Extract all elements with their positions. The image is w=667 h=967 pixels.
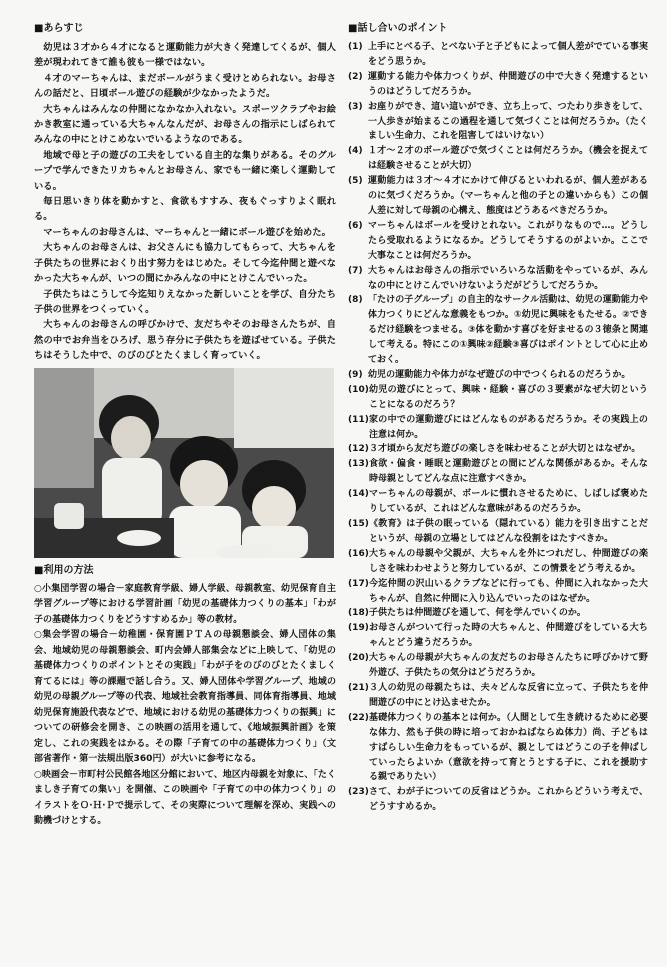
usage-heading: ■利用の方法	[34, 564, 94, 576]
point-text: マーちゃんの母親が、ボールに慣れさせるために、しばしば褒めたりしているが、これはどんな意味があるのだろうか。	[368, 489, 648, 515]
point-number: (12)	[348, 444, 369, 455]
point-text: お座りができ、這い這いができ、立ち上って、つたわり歩きをして、一人歩きが始まるこの過程を通して気づくことは何だろうか。（たくましい生命力、これを阻害してはいけない）	[368, 101, 648, 142]
point-number: (23)	[348, 787, 369, 798]
synopsis-paragraph: 地域で母と子の遊びの工夫をしている自主的な集りがある。そのグループで学んできたリカちゃんとお母さん、家でも一緒に楽しく運動している。	[34, 149, 336, 192]
discussion-point	[348, 442, 648, 457]
point-text: さて、わが子についての反省はどうか。これからどういう考えで、どうすすめるか。	[368, 787, 648, 813]
discussion-point	[348, 577, 648, 607]
synopsis-paragraph: ４才のマーちゃんは、まだボールがうまく受けとめられない。お母さんの話だと、日頃ボール遊びの経験が少なかったようだ。	[34, 72, 336, 100]
discussion-point	[348, 785, 648, 815]
discussion-point	[348, 100, 648, 145]
synopsis-heading: ■あらすじ	[34, 23, 84, 34]
synopsis-paragraph: 大ちゃんのお母さんは、お父さんにも協力してもらって、大ちゃんを子供たちの世界におくり出す努力をはじめた。そして今迄仲間と遊べなかった大ちゃんが、いつの間にかみんなの中にとけこんでいった。	[34, 242, 336, 285]
usage-paragraph: ○集会学習の場合－幼稚園・保育園ＰＴＡの母親懇談会、婦人団体の集会、地域幼児の母親懇談会、町内会婦人部集会などに上映して、「幼児の基礎体力つくりのポイントとその実践」「わが子をのびのびとたくましく育てるには」等の課題で話し合う。又、婦人団体や学習グループ、地域の幼児の母親グループ等の代表、地域社会教育指導員、同体育指導員、地域幼児保育施設代表などで、地域における幼児の基礎体力つくりの振興」についての研修会を開き、この映画の活用を通して、《地域振興計画》を策定し、これの実践をはかる。その際「子育ての中の基礎体力つくり」（文部省著作・第一法規出版360円）が大いに参考になる。	[34, 630, 336, 765]
point-number: (11)	[348, 414, 369, 425]
right-column	[348, 22, 648, 815]
point-number: (6)	[348, 220, 363, 231]
point-text: 《教育》は子供の眠っている（隠れている）能力を引き出すことだというが、母親の立場としてはどんな役割をはたすべきか。	[368, 519, 648, 544]
discussion-point	[348, 621, 648, 651]
discussion-heading: ■話し合いのポイント	[348, 23, 448, 34]
point-number: (1)	[348, 42, 363, 52]
point-number: (21)	[348, 682, 369, 693]
discussion-point	[348, 711, 648, 786]
discussion-points-list	[348, 40, 648, 815]
point-text: 大ちゃんの母親が大ちゃんの友だちのお母さんたちに呼びかけて野外遊び、子供たちの気分はどうだろうか。	[368, 653, 648, 679]
point-number: (15)	[348, 519, 369, 529]
point-text: ３人の幼児の母親たちは、夫々どんな反省に立って、子供たちを仲間遊びの中にとけ込ませたか。	[368, 682, 648, 708]
discussion-point	[348, 457, 648, 487]
point-number: (3)	[348, 101, 363, 112]
synopsis-paragraph: 毎日思いきり体を動かすと、食欲もすすみ、夜もぐっすりよく眠れる。	[34, 196, 336, 223]
synopsis-paragraph: 大ちゃんのお母さんの呼びかけで、友だちやそのお母さんたちが、自然の中でお弁当をひろげ、思う存分に子供たちを遊ばせている。子供たちはそうした中で、のびのびとたくましく育っていく。	[34, 319, 336, 362]
discussion-point	[348, 383, 648, 413]
discussion-point	[348, 413, 648, 443]
point-number: (16)	[348, 548, 369, 559]
point-text: １才～２才のボール遊びで気づくことは何だろうか。（機会を捉えては経験させることが大切）	[368, 146, 648, 172]
point-number: (9)	[348, 369, 363, 380]
discussion-point	[348, 174, 648, 219]
synopsis-paragraph: 幼児は３才から４才になると運動能力が大きく発達してくるが、個人差が現われてきて誰も彼も一様ではない。	[34, 42, 336, 69]
point-number: (19)	[348, 623, 369, 634]
synopsis-paragraph: マーちゃんのお母さんは、マーちゃんと一緒にボール遊びを始めた。	[43, 226, 331, 238]
point-number: (18)	[348, 608, 369, 619]
discussion-point	[348, 293, 648, 368]
point-text: 「たけの子グループ」の自主的なサークル活動は、幼児の運動能力や体力つくりにどんな意義をもつか。①幼児に興味をもたせる。②できるだけ経験をつませる。③体を動かす喜びを好ませるの３徳条と関連して考える。特にこの①興味②経験③喜びはポイントとして心に止めておく。	[368, 295, 648, 366]
point-text: 今迄仲間の沢山いるクラブなどに行っても、仲間に入れなかった大ちゃんが、自然に仲間に入り込んでいったのはなぜか。	[368, 578, 648, 604]
point-text: 幼児の運動能力や体力がなぜ遊びの中でつくられるのだろうか。	[368, 369, 631, 380]
discussion-point	[348, 70, 648, 100]
discussion-point	[348, 144, 648, 174]
point-text: 子供たちは仲間遊びを通して、何を学んでいくのか。	[368, 608, 586, 619]
point-text: 大ちゃんの母親や父親が、大ちゃんを外につれだし、仲間遊びの楽しさを味わわせようと努力しているが、この情景をどう考えるか。	[368, 548, 648, 574]
discussion-point	[348, 219, 648, 264]
point-number: (17)	[348, 578, 369, 589]
point-number: (5)	[348, 176, 363, 187]
point-text: ３才頃から友だち遊びの楽しさを味わせることが大切とはなぜか。	[368, 444, 641, 455]
point-text: 家の中での運動遊びにはどんなものがあるだろうか。その実践上の注意は何か。	[368, 414, 648, 440]
usage-paragraph: ○小集団学習の場合－家庭教育学級、婦人学級、母親教室、幼児保育自主学習グループ等における学習計画「幼児の基礎体力つくりの基本」「わが子の基礎体力つくりをどうすすめるか」等の教材。	[34, 583, 336, 625]
discussion-point	[348, 547, 648, 577]
discussion-point	[348, 487, 648, 517]
point-number: (13)	[348, 459, 369, 470]
discussion-point	[348, 517, 648, 547]
point-number: (20)	[348, 653, 369, 664]
discussion-point	[348, 264, 648, 294]
discussion-point	[348, 40, 648, 70]
point-text: 基礎体力つくりの基本とは何か。（人間として生き続けるために必要な体力、然も子供の時に培っておかねばならぬ体力）尚、子どもはすばらしい生命力をもっているが、親としてはどうこの子を伸ばしていったらよいか（意欲を持って育とうとする子に、これを援助する親でありたい）	[368, 712, 648, 783]
usage-paragraph: ○映画会－市町村公民館各地区分館において、地区内母親を対象に、「たくましき子育ての集い」を開催、この映画や「子育ての中の体力つくり」のイラストをＯ·Ｈ·Ｐで提示して、その実際について理解を深め、実践への動機づけとする。	[34, 769, 336, 827]
point-text: 幼児の遊びにとって、興味・経験・喜びの３要素がなぜ大切ということになるのだろう？	[368, 384, 648, 410]
discussion-point	[348, 651, 648, 681]
point-number: (2)	[348, 71, 363, 82]
point-text: マーちゃんはボールを受けとれない。これがりなもので…。どうしたら受取れるようになるか。どうしてそうするのがよいか。ここで大事なことは何だろうか。	[368, 220, 648, 261]
point-number: (7)	[348, 265, 363, 276]
point-number: (10)	[348, 384, 369, 395]
point-number: (8)	[348, 295, 363, 306]
synopsis-paragraph: 子供たちはこうして今迄知りえなかった新しいことを学び、自分たち子供の世界をつくっていく。	[34, 288, 336, 315]
point-text: お母さんがついて行った時の大ちゃんと、仲間遊びをしている大ちゃんとどう違うだろうか。	[368, 623, 648, 649]
point-text: 運動能力は３才～４才にかけて伸びるといわれるが、個人差があるのに気づくだろうか。（マーちゃんと他の子との違いからも）この個人差に対して母親の心構え、態度はどうあるべきだろうか。	[368, 176, 648, 216]
discussion-point	[348, 368, 648, 383]
point-number: (4)	[348, 146, 363, 157]
discussion-point	[348, 606, 648, 621]
point-text: 食欲・偏食・睡眠と運動遊びとの間にどんな関係があるか。そんな時母親としてどんな点に注意すべきか。	[368, 459, 648, 485]
synopsis-paragraph: 大ちゃんはみんなの仲間になかなか入れない。スポーツクラブやお絵かき教室に通っている大ちゃんなんだが、お母さんの指示にしばられてみんなの中にとけこめないでいるようなのである。	[34, 103, 336, 146]
point-text: 上手にとべる子、とべない子と子どもによって個人差がでている事実をどう思うか。	[368, 42, 648, 67]
point-text: 大ちゃんはお母さんの指示でいろいろな活動をやっているが、みんなの中にとけこんでいけないようだがどうしてだろうか。	[368, 265, 648, 291]
children-eating-photo	[34, 368, 334, 558]
discussion-point	[348, 681, 648, 711]
point-number: (22)	[348, 712, 369, 723]
point-text: 運動する能力や体力つくりが、仲間遊びの中で大きく発達するというのはどうしてだろうか。	[368, 71, 648, 97]
point-number: (14)	[348, 489, 369, 500]
left-column	[34, 22, 336, 830]
